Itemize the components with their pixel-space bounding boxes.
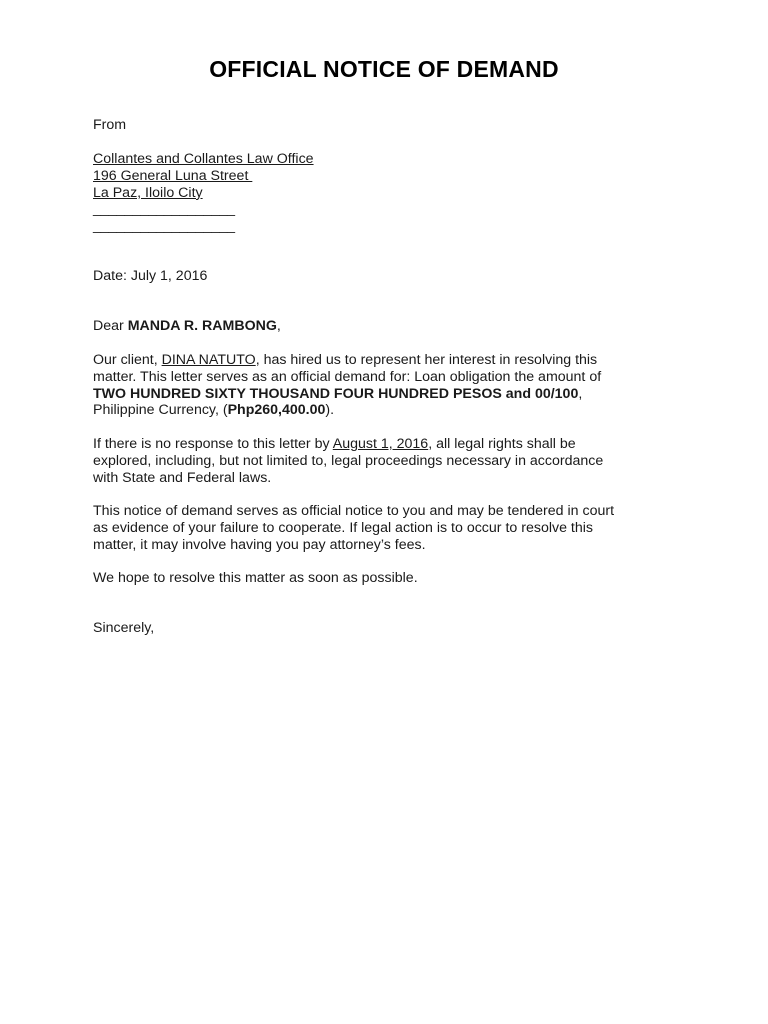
sender-address-block <box>93 151 673 235</box>
amount-in-words: TWO HUNDRED SIXTY THOUSAND FOUR HUNDRED PESOS and 00/100 <box>93 385 579 402</box>
paragraph-deadline <box>93 436 673 486</box>
recipient-name: MANDA R. RAMBONG <box>127 318 277 334</box>
deadline-date: August 1, 2016 <box>332 436 429 452</box>
p3-line1: This notice of demand serves as official notice to you and may be tendered in court <box>93 503 615 519</box>
p2-line1-prefix: If there is no response to this letter by <box>93 436 333 452</box>
salutation <box>93 318 673 335</box>
sender-city: La Paz, Iloilo City <box>93 184 203 201</box>
sender-street: 196 General Luna Street <box>93 167 253 184</box>
p2-line1-suffix: , all legal rights shall be <box>428 436 576 452</box>
paragraph-notice <box>93 503 673 553</box>
from-label: From <box>93 117 127 133</box>
p3-line2: as evidence of your failure to cooperate. If legal action is to occur to resolve this <box>93 519 593 536</box>
date-line: Date: July 1, 2016 <box>93 268 208 284</box>
p2-line3: with State and Federal laws. <box>93 469 272 486</box>
closing: Sincerely, <box>93 620 155 636</box>
p1-line1-suffix: , has hired us to represent her interest in resolving this <box>255 352 598 368</box>
salutation-prefix: Dear <box>93 318 128 334</box>
amount-words-suffix: , <box>578 385 583 402</box>
document-title: OFFICIAL NOTICE OF DEMAND <box>209 56 559 82</box>
client-name: DINA NATUTO <box>161 352 256 368</box>
salutation-suffix: , <box>276 318 281 334</box>
p3-line3: matter, it may involve having you pay attorney’s fees. <box>93 536 426 553</box>
paragraph-resolve: We hope to resolve this matter as soon as possible. <box>93 570 418 586</box>
sender-name: Collantes and Collantes Law Office <box>93 151 314 167</box>
amount-in-figures: Php260,400.00 <box>227 402 326 419</box>
blank-address-line-2: __________________ <box>93 218 236 235</box>
paragraph-demand <box>93 352 673 419</box>
blank-address-line-1: __________________ <box>93 201 236 218</box>
p2-line2: explored, including, but not limited to, legal proceedings necessary in accordance <box>93 452 604 469</box>
p1-line1-prefix: Our client, <box>93 352 162 368</box>
p1-line2: matter. This letter serves as an official demand for: Loan obligation the amount of <box>93 368 602 385</box>
p1-line4-suffix: ). <box>325 402 335 419</box>
p1-line4-prefix: Philippine Currency, ( <box>93 402 228 419</box>
